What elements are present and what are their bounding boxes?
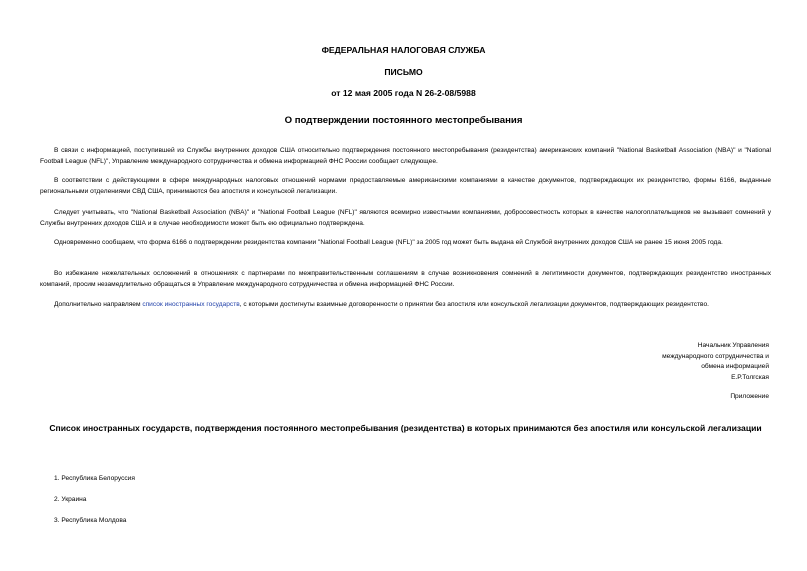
paragraph-1: В связи с информацией, поступившей из Службы внутренних доходов США относительно подтверждения постоянного местопребывания (резидентства) американских компаний "National Basketball Association (NBA)" и "National Football League (NFL)", Управление международного сотрудничества и обмена информацией ФНС России сообщает следующее.	[40, 147, 771, 165]
foreign-states-list-link[interactable]: список иностранных государств	[142, 301, 240, 308]
paragraph-6	[40, 299, 771, 311]
paragraph-6-after: , с которыми достигнуты взаимные договоренности о принятии без апостиля или консульской легализации документов, подтверждающих резидентство.	[239, 301, 709, 308]
signature-block	[549, 341, 769, 383]
paragraph-2: В соответствии с действующими в сфере международных налоговых отношений нормами предоставляемые американскими компаниями в качестве документов, подтверждающих их резидентство, формы 6166, выданные региональными отделениями СВД США, принимаются без апостиля и консульской легализации.	[40, 177, 771, 195]
signature-name: Е.Р.Толгская	[731, 373, 769, 381]
list-item: 2. Украина	[54, 496, 87, 503]
paragraph-4: Одновременно сообщаем, что форма 6166 о подтверждении резидентства компании "National Football League (NFL)" за 2005 год может быть выдана ей Службой внутренних доходов США не ранее 15 июня 2005 года.	[54, 239, 723, 246]
list-title: Список иностранных государств, подтверждения постоянного местопребывания (резидентства) в которых принимаются без апостиля или консульской легализации	[49, 423, 762, 433]
document-date: от 12 мая 2005 года N 26-2-08/5988	[331, 88, 476, 98]
appendix-label: Приложение	[730, 393, 769, 400]
signature-position-2: международного сотрудничества и	[662, 352, 769, 360]
document-type: ПИСЬМО	[384, 67, 423, 77]
document-title: О подтверждении постоянного местопребывания	[284, 115, 523, 126]
list-item: 1. Республика Белоруссия	[54, 475, 135, 482]
paragraph-3: Следует учитывать, что "National Basketball Association (NBA)" и "National Football League (NFL)" являются всемирно известными компаниями, добросовестность которых в качестве налогоплательщиков не вызывает сомнений у Службы внутренних доходов США и в случае необходимости может быть ею официально подтверждена.	[40, 209, 771, 227]
agency-name: ФЕДЕРАЛЬНАЯ НАЛОГОВАЯ СЛУЖБА	[321, 45, 486, 55]
paragraph-5: Во избежание нежелательных осложнений в отношениях с партнерами по межправительственным соглашениям в случае возникновения сомнений в легитимности документов, подтверждающих резидентство иностранных компаний, просим незамедлительно обращаться в Управление международного сотрудничества и обмена информацией ФНС России.	[40, 270, 771, 288]
signature-position-1: Начальник Управления	[697, 342, 769, 349]
signature-position-3: обмена информацией	[701, 363, 769, 370]
paragraph-6-before: Дополнительно направляем	[54, 301, 143, 308]
list-item: 3. Республика Молдова	[54, 517, 127, 524]
